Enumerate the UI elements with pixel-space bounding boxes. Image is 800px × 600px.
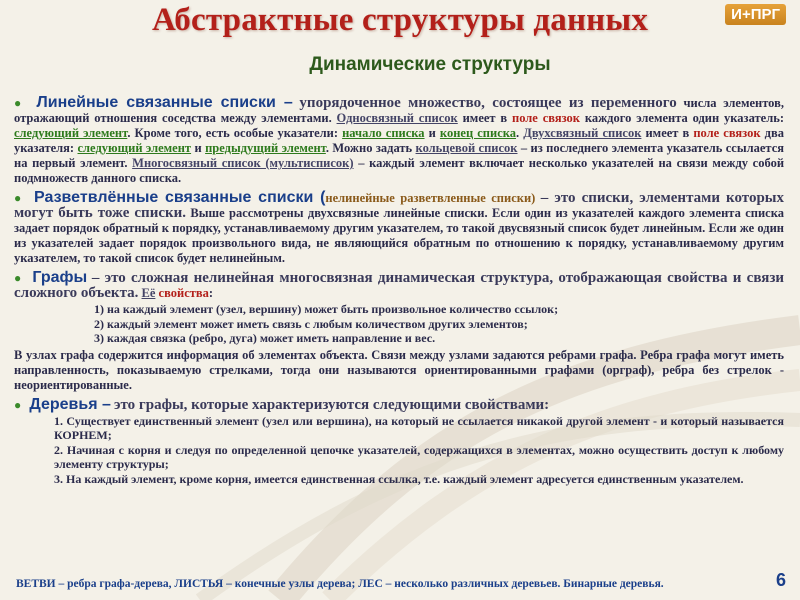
page-title: Абстрактные структуры данных (151, 2, 649, 38)
linear-lists-paragraph: ● Линейные связанные списки – упорядоченное множество, состоящее из переменного числа элементов, отражающий отношения соседства между элементами. Односвязный список имеет в поле связок каждого элемента один указатель: следующий элемент. Кроме того, есть особые указатели: начало списка и конец списка. Двухсвязный список имеет в поле связок два указателя: следующий элемент и предыдущий элемент. Можно задать кольцевой список – из последнего элемента указатель ссылается на первый элемент. Многосвязный список (мультисписок) – каждый элемент включает несколько указателей на связи между собой подмножеств данного списка. (14, 94, 785, 185)
graphs-heading: Графы (32, 269, 88, 286)
list-item: 1. Существует единственный элемент (узел или вершина), на который не ссылается никакой другой элемент - и который называется КОРНЕМ; (54, 413, 784, 442)
bullet-icon: ● (14, 96, 25, 110)
graph-properties-list (94, 302, 784, 346)
slide-content (14, 95, 784, 488)
bullet-icon: ● (14, 397, 22, 412)
tree-properties-list (54, 414, 784, 487)
footer-definitions: ВЕТВИ – ребра графа-дерева, ЛИСТЬЯ – конечные узлы дерева; ЛЕС – несколько различных деревьев. Бинарные деревья. (16, 578, 664, 590)
branched-lists-heading: Разветвлённые связанные списки ( (34, 189, 326, 206)
linear-lists-heading: Линейные связанные списки – (36, 94, 293, 111)
course-tag: И+ПРГ (725, 4, 786, 25)
doubly-linked-term: Двухсвязный список (523, 126, 642, 140)
page-subtitle: Динамические структуры (309, 54, 551, 75)
list-item: 3) каждая связка (ребро, дуга) может иметь направление и вес. (94, 331, 436, 345)
trees-heading: Деревья – (29, 395, 111, 413)
list-item: 2) каждый элемент может иметь связь с любым количеством других элементов; (94, 316, 528, 331)
list-item: 1) на каждый элемент (узел, вершину) может быть произвольное количество ссылок; (94, 302, 559, 316)
bullet-icon: ● (14, 271, 23, 285)
graphs-detail: В узлах графа содержится информация об элементах объекта. Связи между узлами задаются ребрами графа. Ребра графа могут иметь направленность, показываемую стрелками, тогда они называются ориентированными графами (орграф), ребра без стрелок - неориентированные. (14, 347, 784, 392)
ring-list-term: кольцевой список (415, 141, 518, 155)
branched-lists-paragraph: ● Разветвлённые связанные списки (нелинейные разветвленные списки) – это списки, элементами которых могут быть тоже списки. Выше рассмотрены двухсвязные линейные списки. Если один из указателей каждого элемента списка задает порядок обратный к порядку, устанавливаемому другим указателем, то такой двусвязный список будет линейным. Если же один из указателей задает порядок произвольного вида, не являющийся обратным по отношению к порядку, устанавливаемому другим указателем, то такой список будет нелинейным. (14, 189, 785, 265)
graphs-paragraph: ● Графы – это сложная нелинейная многосвязная динамическая структура, отображающая свойства и связи сложного объекта. Её свойства: (14, 269, 785, 301)
list-item: 2. Начиная с корня и следуя по определенной цепочке указателей, содержащихся в элементах, можно осуществить доступ к любому элементу структуры; (54, 442, 784, 471)
page-number: 6 (775, 570, 786, 590)
bullet-icon: ● (14, 191, 24, 205)
singly-linked-term: Односвязный список (336, 111, 458, 125)
trees-paragraph: ● Деревья – это графы, которые характеризуются следующими свойствами: (14, 395, 550, 413)
list-item: 3. На каждый элемент, кроме корня, имеется единственная ссылка, т.е. каждый элемент адресуется единственным указателем. (54, 471, 744, 486)
multilist-term: Многосвязный список (мультисписок) (132, 156, 354, 170)
